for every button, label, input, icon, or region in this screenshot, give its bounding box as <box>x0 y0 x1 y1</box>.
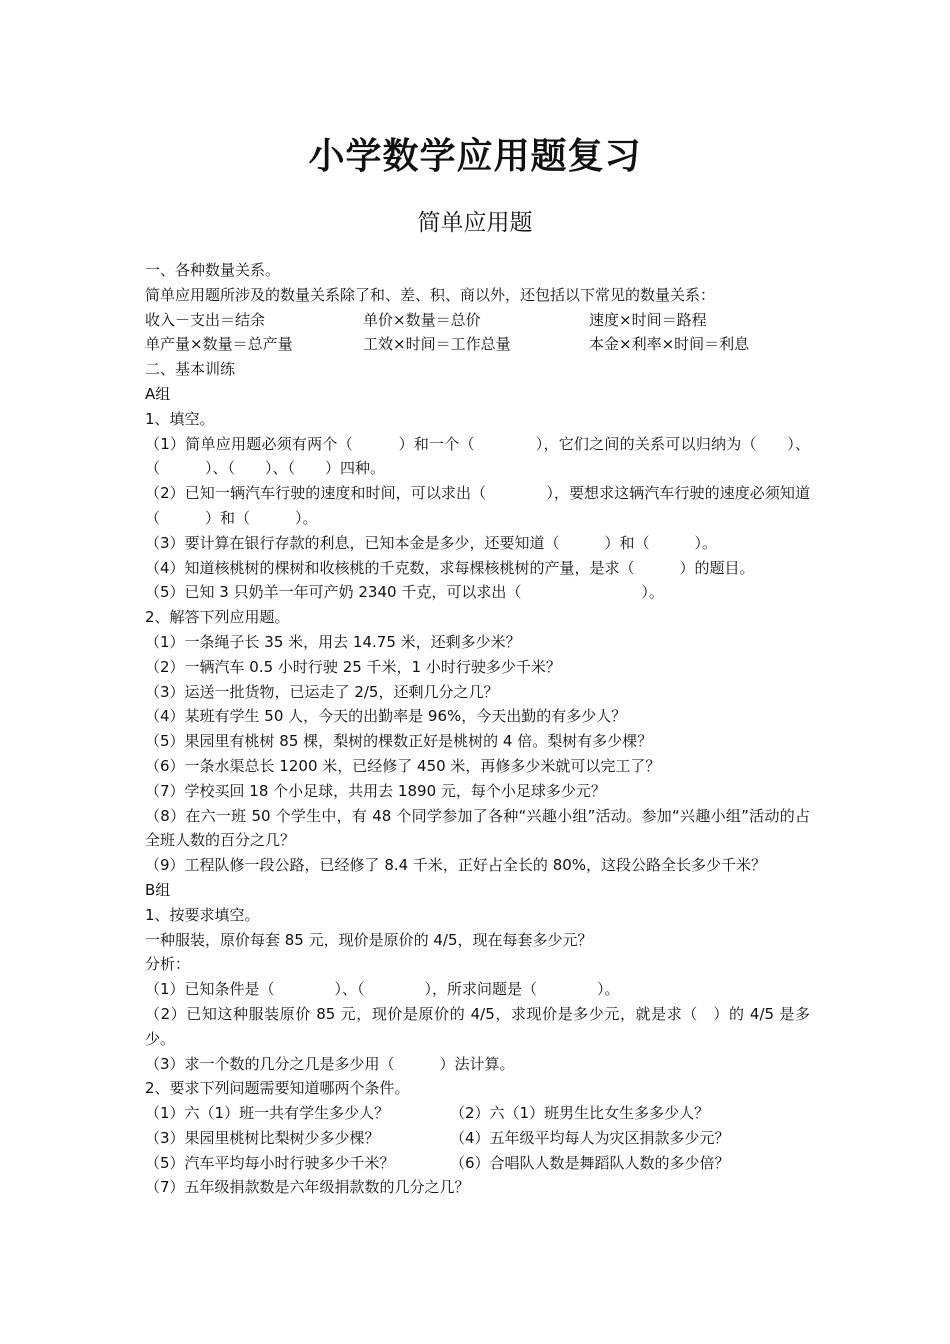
question-heading: 1、按要求填空。 <box>145 905 260 924</box>
question-item: （2）六（1）班男生比女生多多少人？ <box>450 1104 710 1123</box>
analysis-label: 分析： <box>145 955 191 974</box>
page-title: 小学数学应用题复习 <box>308 136 642 177</box>
question-item: （1）简单应用题必须有两个（ ）和一个（ ），它们之间的关系可以归纳为（ ）、（ ）、（ ）、（ ）四种。 <box>145 434 810 478</box>
question-item: （8）在六一班 50 个学生中，有 48 个同学参加了各种“兴趣小组”活动。参加“兴趣小组”活动的占全班人数的百分之几？ <box>145 806 810 850</box>
question-item: （4）某班有学生 50 人，今天的出勤率是 96%，今天出勤的有多少人？ <box>145 707 627 726</box>
section-heading: 一、各种数量关系。 <box>145 261 281 279</box>
relation-item: 收入－支出＝结余 <box>145 310 266 329</box>
question-item: （7）学校买回 18 个小足球，共用去 1890 元，每个小足球多少元？ <box>145 781 606 800</box>
question-item: （5）果园里有桃树 85 棵，梨树的棵数正好是桃树的 4 倍。梨树有多少棵？ <box>145 732 653 751</box>
question-row <box>145 1101 810 1126</box>
group-label: B组 <box>145 880 171 899</box>
document-body <box>145 258 810 1200</box>
question-item: （4）知道核桃树的棵树和收核桃的千克数，求每棵核桃树的产量，是求（ ）的题目。 <box>145 558 755 577</box>
question-item: （5）汽车平均每小时行驶多少千米？ <box>145 1153 395 1172</box>
section-intro: 简单应用题所涉及的数量关系除了和、差、积、商以外，还包括以下常见的数量关系： <box>145 285 716 304</box>
page-subtitle: 简单应用题 <box>417 210 533 236</box>
question-item: （1）六（1）班一共有学生多少人？ <box>145 1104 390 1123</box>
question-heading: 1、填空。 <box>145 409 215 428</box>
question-item: （2）已知这种服装原价 85 元，现价是原价的 4/5，求现价是多少元，就是求（ ）的 4/5 是多少。 <box>145 1004 810 1048</box>
question-item: （2）已知一辆汽车行驶的速度和时间，可以求出（ ），要想求这辆汽车行驶的速度必须知道（ ）和（ ）。 <box>145 484 810 527</box>
section-heading: 二、基本训练 <box>145 360 236 379</box>
question-item: （7）五年级捐款数是六年级捐款数的几分之几？ <box>145 1178 470 1197</box>
relation-item: 单价×数量＝总价 <box>363 310 481 329</box>
question-item: （4）五年级平均每人为灾区捐款多少元？ <box>450 1128 730 1147</box>
question-row <box>145 1151 810 1176</box>
relation-row <box>145 308 810 333</box>
relation-item: 本金×利率×时间＝利息 <box>589 335 750 354</box>
question-item: （6）一条水渠总长 1200 米，已经修了 450 米，再修多少米就可以完工了？ <box>145 756 661 775</box>
relation-row <box>145 332 810 357</box>
question-item: （6）合唱队人数是舞蹈队人数的多少倍？ <box>450 1153 730 1172</box>
question-heading: 2、解答下列应用题。 <box>145 608 290 627</box>
question-item: （5）已知 3 只奶羊一年可产奶 2340 千克，可以求出（ ）。 <box>145 583 664 602</box>
relation-item: 单产量×数量＝总产量 <box>145 335 293 354</box>
question-item: （9）工程队修一段公路，已经修了 8.4 千米，正好占全长的 80%，这段公路全长多少千米？ <box>145 856 767 875</box>
question-item: （3）运送一批货物，已运走了 2/5，还剩几分之几？ <box>145 682 499 701</box>
question-item: （1）已知条件是（ ）、（ ），所求问题是（ ）。 <box>145 980 620 999</box>
group-label: A组 <box>145 384 171 403</box>
question-item: （3）求一个数的几分之几是多少用（ ）法计算。 <box>145 1054 515 1073</box>
question-heading: 2、要求下列问题需要知道哪两个条件。 <box>145 1079 410 1098</box>
question-item: （2）一辆汽车 0.5 小时行驶 25 千米，1 小时行驶多少千米？ <box>145 657 561 676</box>
relation-item: 速度×时间＝路程 <box>589 310 707 329</box>
question-item: （3）果园里桃树比梨树少多少棵？ <box>145 1128 380 1147</box>
relation-item: 工效×时间＝工作总量 <box>363 335 511 354</box>
question-item: （1）一条绳子长 35 米，用去 14.75 米，还剩多少米？ <box>145 632 521 651</box>
question-item: （3）要计算在银行存款的利息，已知本金是多少，还要知道（ ）和（ ）。 <box>145 533 718 552</box>
question-row <box>145 1126 810 1151</box>
problem-statement: 一种服装，原价每套 85 元，现价是原价的 4/5，现在每套多少元？ <box>145 930 593 949</box>
